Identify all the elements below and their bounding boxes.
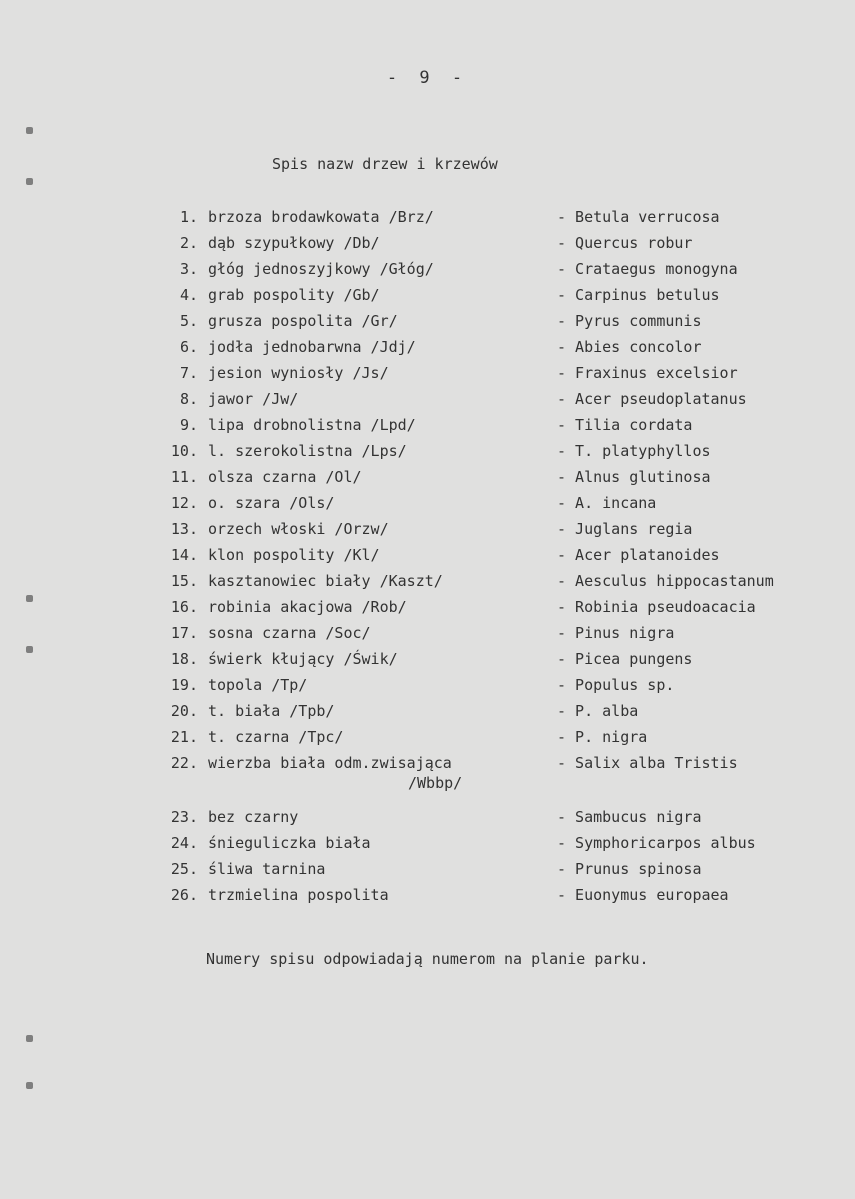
punch-hole-mark <box>26 1035 33 1042</box>
list-item <box>0 259 855 285</box>
item-polish-name: grusza pospolita /Gr/ <box>208 312 398 330</box>
list-item <box>0 727 855 753</box>
item-latin-name: - Acer pseudoplatanus <box>557 390 747 408</box>
list-item <box>0 833 855 859</box>
item-number: 16. <box>170 598 198 616</box>
list-item <box>0 441 855 467</box>
list-item <box>0 207 855 233</box>
item-number: 7. <box>179 364 198 382</box>
item-latin-name: - Fraxinus excelsior <box>557 364 738 382</box>
item-polish-name: kasztanowiec biały /Kaszt/ <box>208 572 443 590</box>
list-item <box>0 467 855 493</box>
list-item <box>0 285 855 311</box>
item-polish-name: robinia akacjowa /Rob/ <box>208 598 407 616</box>
item-polish-name: jodła jednobarwna /Jdj/ <box>208 338 416 356</box>
item-latin-name: - Aesculus hippocastanum <box>557 572 774 590</box>
list-item <box>0 675 855 701</box>
item-latin-name: - Quercus robur <box>557 234 693 252</box>
item-polish-name: jawor /Jw/ <box>208 390 299 408</box>
item-number: 15. <box>170 572 198 590</box>
item-number: 19. <box>170 676 198 694</box>
item-latin-name: - Alnus glutinosa <box>557 468 711 486</box>
item-number: 21. <box>170 728 198 746</box>
item-number: 20. <box>170 702 198 720</box>
list-item <box>0 545 855 571</box>
list-item <box>0 519 855 545</box>
item-number: 6. <box>179 338 198 356</box>
item-latin-name: - Betula verrucosa <box>557 208 720 226</box>
item-polish-name: orzech włoski /Orzw/ <box>208 520 389 538</box>
item-polish-name: bez czarny <box>208 808 299 826</box>
item-latin-name: - T. platyphyllos <box>557 442 711 460</box>
list-item <box>0 807 855 833</box>
item-polish-name: świerk kłujący /Świk/ <box>208 650 398 668</box>
list-item <box>0 753 855 792</box>
punch-hole-mark <box>26 127 33 134</box>
list-item <box>0 859 855 885</box>
item-latin-name: - Sambucus nigra <box>557 808 702 826</box>
punch-hole-mark <box>26 1082 33 1089</box>
punch-hole-mark <box>26 178 33 185</box>
list-item <box>0 233 855 259</box>
list-item <box>0 389 855 415</box>
list-item <box>0 363 855 389</box>
item-number: 2. <box>179 234 198 252</box>
item-latin-name: - Acer platanoides <box>557 546 720 564</box>
item-number: 25. <box>170 860 198 878</box>
item-polish-name: śnieguliczka biała <box>208 834 371 852</box>
list-item <box>0 311 855 337</box>
item-number: 12. <box>170 494 198 512</box>
item-polish-name: olsza czarna /Ol/ <box>208 468 362 486</box>
list-item <box>0 415 855 441</box>
item-latin-name: - Abies concolor <box>557 338 702 356</box>
item-polish-name: grab pospolity /Gb/ <box>208 286 380 304</box>
item-number: 8. <box>179 390 198 408</box>
item-latin-name: - Carpinus betulus <box>557 286 720 304</box>
item-latin-name: - P. nigra <box>557 728 648 746</box>
item-number: 18. <box>170 650 198 668</box>
item-latin-name: - Populus sp. <box>557 676 675 694</box>
item-number: 14. <box>170 546 198 564</box>
item-polish-name: głóg jednoszyjkowy /Głóg/ <box>208 260 434 278</box>
item-polish-name: wierzba biała odm.zwisająca <box>208 754 452 772</box>
item-polish-name: jesion wyniosły /Js/ <box>208 364 389 382</box>
item-number: 22. <box>170 754 198 772</box>
item-latin-name: - Robinia pseudoacacia <box>557 598 756 616</box>
item-latin-name: - A. incana <box>557 494 657 512</box>
item-polish-name: topola /Tp/ <box>208 676 308 694</box>
list-item <box>0 649 855 675</box>
item-number: 26. <box>170 886 198 904</box>
item-polish-name: brzoza brodawkowata /Brz/ <box>208 208 434 226</box>
item-polish-name: sosna czarna /Soc/ <box>208 624 371 642</box>
list-item <box>0 597 855 623</box>
item-polish-name: t. biała /Tpb/ <box>208 702 335 720</box>
item-number: 3. <box>179 260 198 278</box>
item-latin-name: - Pyrus communis <box>557 312 702 330</box>
item-number: 4. <box>179 286 198 304</box>
item-latin-name: - Pinus nigra <box>557 624 675 642</box>
item-number: 11. <box>170 468 198 486</box>
item-polish-name: trzmielina pospolita <box>208 886 389 904</box>
item-latin-name: - Euonymus europaea <box>557 886 729 904</box>
page-number: - 9 - <box>386 68 469 88</box>
list-item <box>0 571 855 597</box>
item-number: 24. <box>170 834 198 852</box>
item-latin-name: - Picea pungens <box>557 650 693 668</box>
item-latin-name: - Tilia cordata <box>557 416 693 434</box>
item-latin-name: - P. alba <box>557 702 639 720</box>
list-item <box>0 885 855 911</box>
item-number: 1. <box>179 208 198 226</box>
item-polish-name: klon pospolity /Kl/ <box>208 546 380 564</box>
list-item <box>0 493 855 519</box>
item-number: 10. <box>170 442 198 460</box>
list-item <box>0 623 855 649</box>
item-number: 13. <box>170 520 198 538</box>
page-title: Spis nazw drzew i krzewów <box>272 155 498 173</box>
item-polish-name: l. szerokolistna /Lps/ <box>208 442 407 460</box>
item-polish-name: t. czarna /Tpc/ <box>208 728 344 746</box>
item-polish-name: o. szara /Ols/ <box>208 494 335 512</box>
item-number: 5. <box>179 312 198 330</box>
footnote: Numery spisu odpowiadają numerom na planie parku. <box>206 950 649 968</box>
item-number: 9. <box>179 416 198 434</box>
item-latin-name: - Symphoricarpos albus <box>557 834 756 852</box>
item-number: 17. <box>170 624 198 642</box>
list-item <box>0 337 855 363</box>
item-number: 23. <box>170 808 198 826</box>
item-latin-name: - Crataegus monogyna <box>557 260 738 278</box>
item-latin-name: - Prunus spinosa <box>557 860 702 878</box>
item-polish-name-continued: /Wbbp/ <box>408 774 463 792</box>
item-polish-name: śliwa tarnina <box>208 860 326 878</box>
item-latin-name: - Salix alba Tristis <box>557 754 738 772</box>
item-polish-name: lipa drobnolistna /Lpd/ <box>208 416 416 434</box>
item-latin-name: - Juglans regia <box>557 520 693 538</box>
list-item <box>0 701 855 727</box>
item-polish-name: dąb szypułkowy /Db/ <box>208 234 380 252</box>
